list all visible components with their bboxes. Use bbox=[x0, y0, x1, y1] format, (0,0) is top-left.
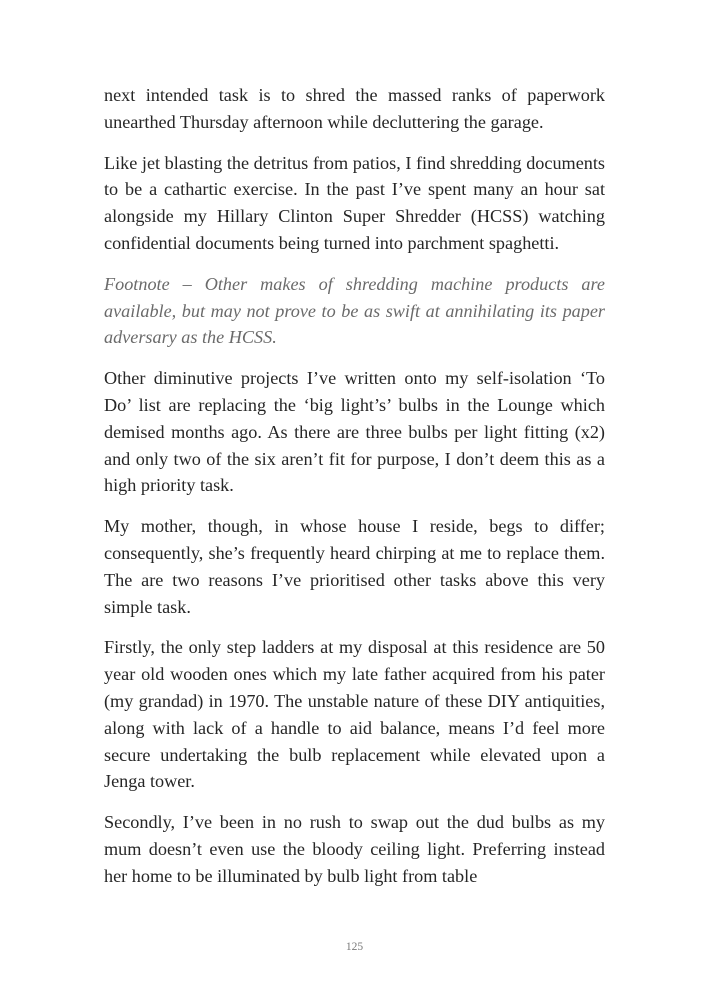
paragraph-mother: My mother, though, in whose house I reside, begs to differ; consequently, she’s frequently heard chirping at me to replace them. The are two reasons I’ve prioritised other tasks above this very simple task. bbox=[104, 516, 605, 617]
paragraph-light-bulbs: Other diminutive projects I’ve written onto my self-isolation ‘To Do’ list are replacing the ‘big light’s’ bulbs in the Lounge which demised months ago. As there are three bulbs per light fitting (x2) and only two of the six aren’t fit for purpose, I don’t deem this as a high priority task. bbox=[104, 368, 605, 496]
body-text bbox=[104, 82, 605, 904]
paragraph-cathartic-shredding: Like jet blasting the detritus from patios, I find shredding documents to be a cathartic exercise. In the past I’ve spent many an hour sat alongside my Hillary Clinton Super Shredder (HCSS) watching confidential documents being turned into parchment spaghetti. bbox=[104, 152, 605, 253]
paragraph-step-ladders: Firstly, the only step ladders at my disposal at this residence are 50 year old wooden ones which my late father acquired from his pater (my grandad) in 1970. The unstable nature of these DIY antiquities, along with lack of a handle to aid balance, means I’d feel more secure undertaking the bulb replacement while elevated upon a Jenga tower. bbox=[104, 637, 605, 792]
paragraph-shredding-task: next intended task is to shred the massed ranks of paperwork unearthed Thursday afternoon while decluttering the garage. bbox=[104, 85, 605, 132]
page-number: 125 bbox=[345, 941, 364, 953]
paragraph-footnote: Footnote – Other makes of shredding machine products are available, but may not prove to be as swift at annihilating its paper adversary as the HCSS. bbox=[104, 273, 605, 348]
paragraph-ceiling-light: Secondly, I’ve been in no rush to swap out the dud bulbs as my mum doesn’t even use the bloody ceiling light. Preferring instead her home to be illuminated by bulb light from table bbox=[104, 812, 605, 886]
